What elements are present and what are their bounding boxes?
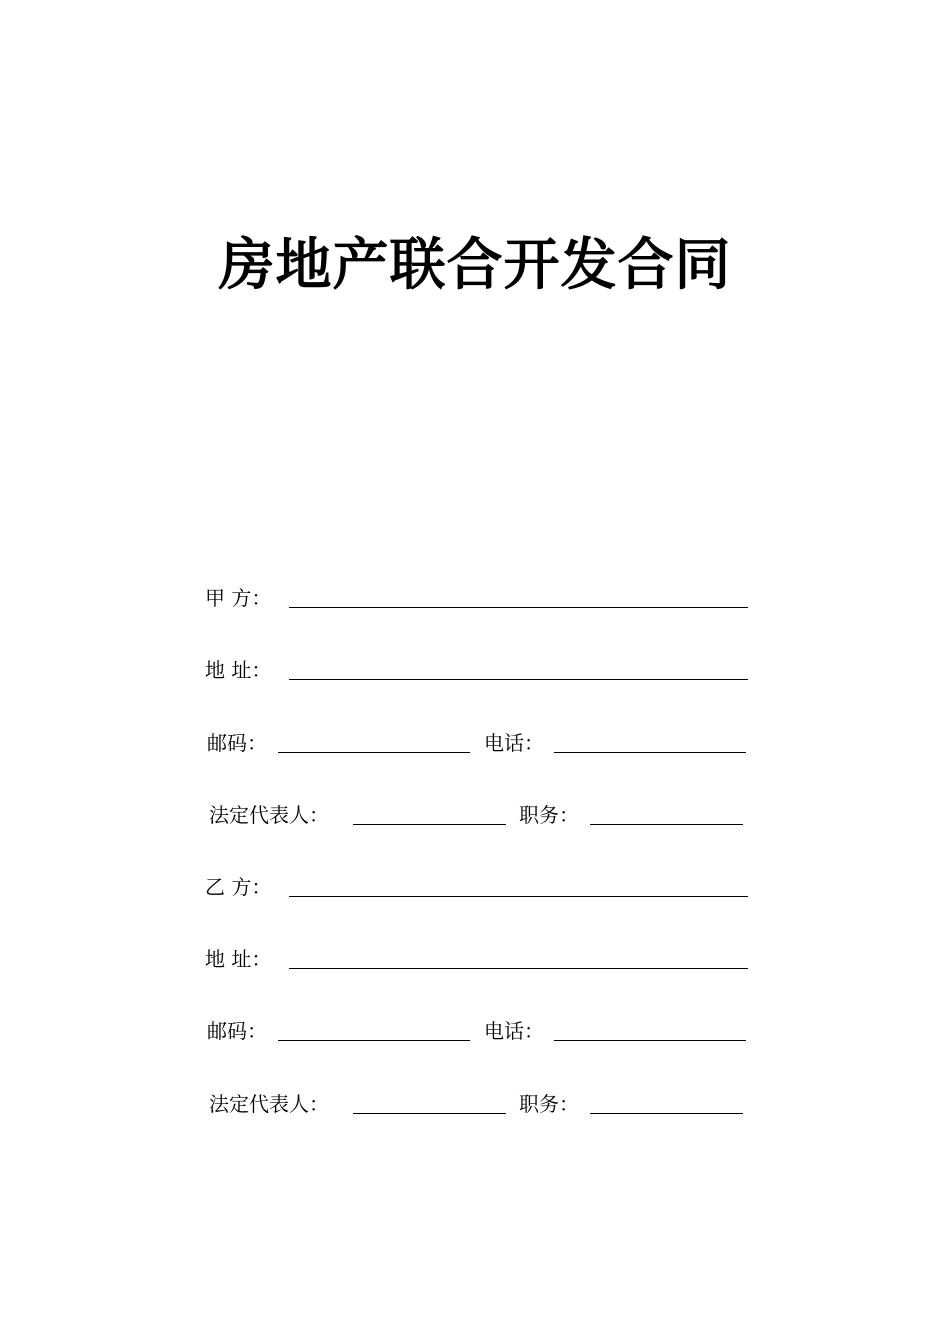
party-b-postcode-label: 邮码： [207,1019,267,1043]
party-a-legal-rep-blank[interactable] [353,824,506,825]
party-a-address-blank[interactable] [289,679,748,680]
party-b-legal-rep-label: 法定代表人： [209,1092,329,1116]
party-b-phone-blank[interactable] [554,1040,746,1041]
party-b-address-label: 地 址： [205,947,272,971]
party-a-legal-rep-label: 法定代表人： [209,803,329,827]
party-a-postcode-label: 邮码： [207,731,267,755]
party-b-legal-rep-blank[interactable] [353,1113,506,1114]
party-b-name-blank[interactable] [289,896,748,897]
party-b-name-row [205,872,750,902]
party-a-postcode-blank[interactable] [278,752,470,753]
party-b-postcode-blank[interactable] [278,1040,470,1041]
party-a-name-row [205,583,750,613]
party-b-address-row [205,944,750,974]
party-a-representative-row [205,800,750,830]
party-a-address-label: 地 址： [205,658,272,682]
party-a-position-label: 职务： [519,803,579,827]
party-a-phone-blank[interactable] [554,752,746,753]
party-a-name-blank[interactable] [289,607,748,608]
party-b-name-label: 乙 方： [205,875,272,899]
document-title: 房地产联合开发合同 [218,233,732,298]
party-a-phone-label: 电话： [484,731,544,755]
party-a-name-label: 甲 方： [205,586,272,610]
party-a-address-row [205,655,750,685]
party-a-position-blank[interactable] [590,824,743,825]
party-b-position-blank[interactable] [590,1113,743,1114]
party-a-contact-row [205,728,750,758]
party-b-address-blank[interactable] [289,968,748,969]
party-b-phone-label: 电话： [484,1019,544,1043]
party-b-position-label: 职务： [519,1092,579,1116]
party-b-representative-row [205,1089,750,1119]
party-b-contact-row [205,1016,750,1046]
